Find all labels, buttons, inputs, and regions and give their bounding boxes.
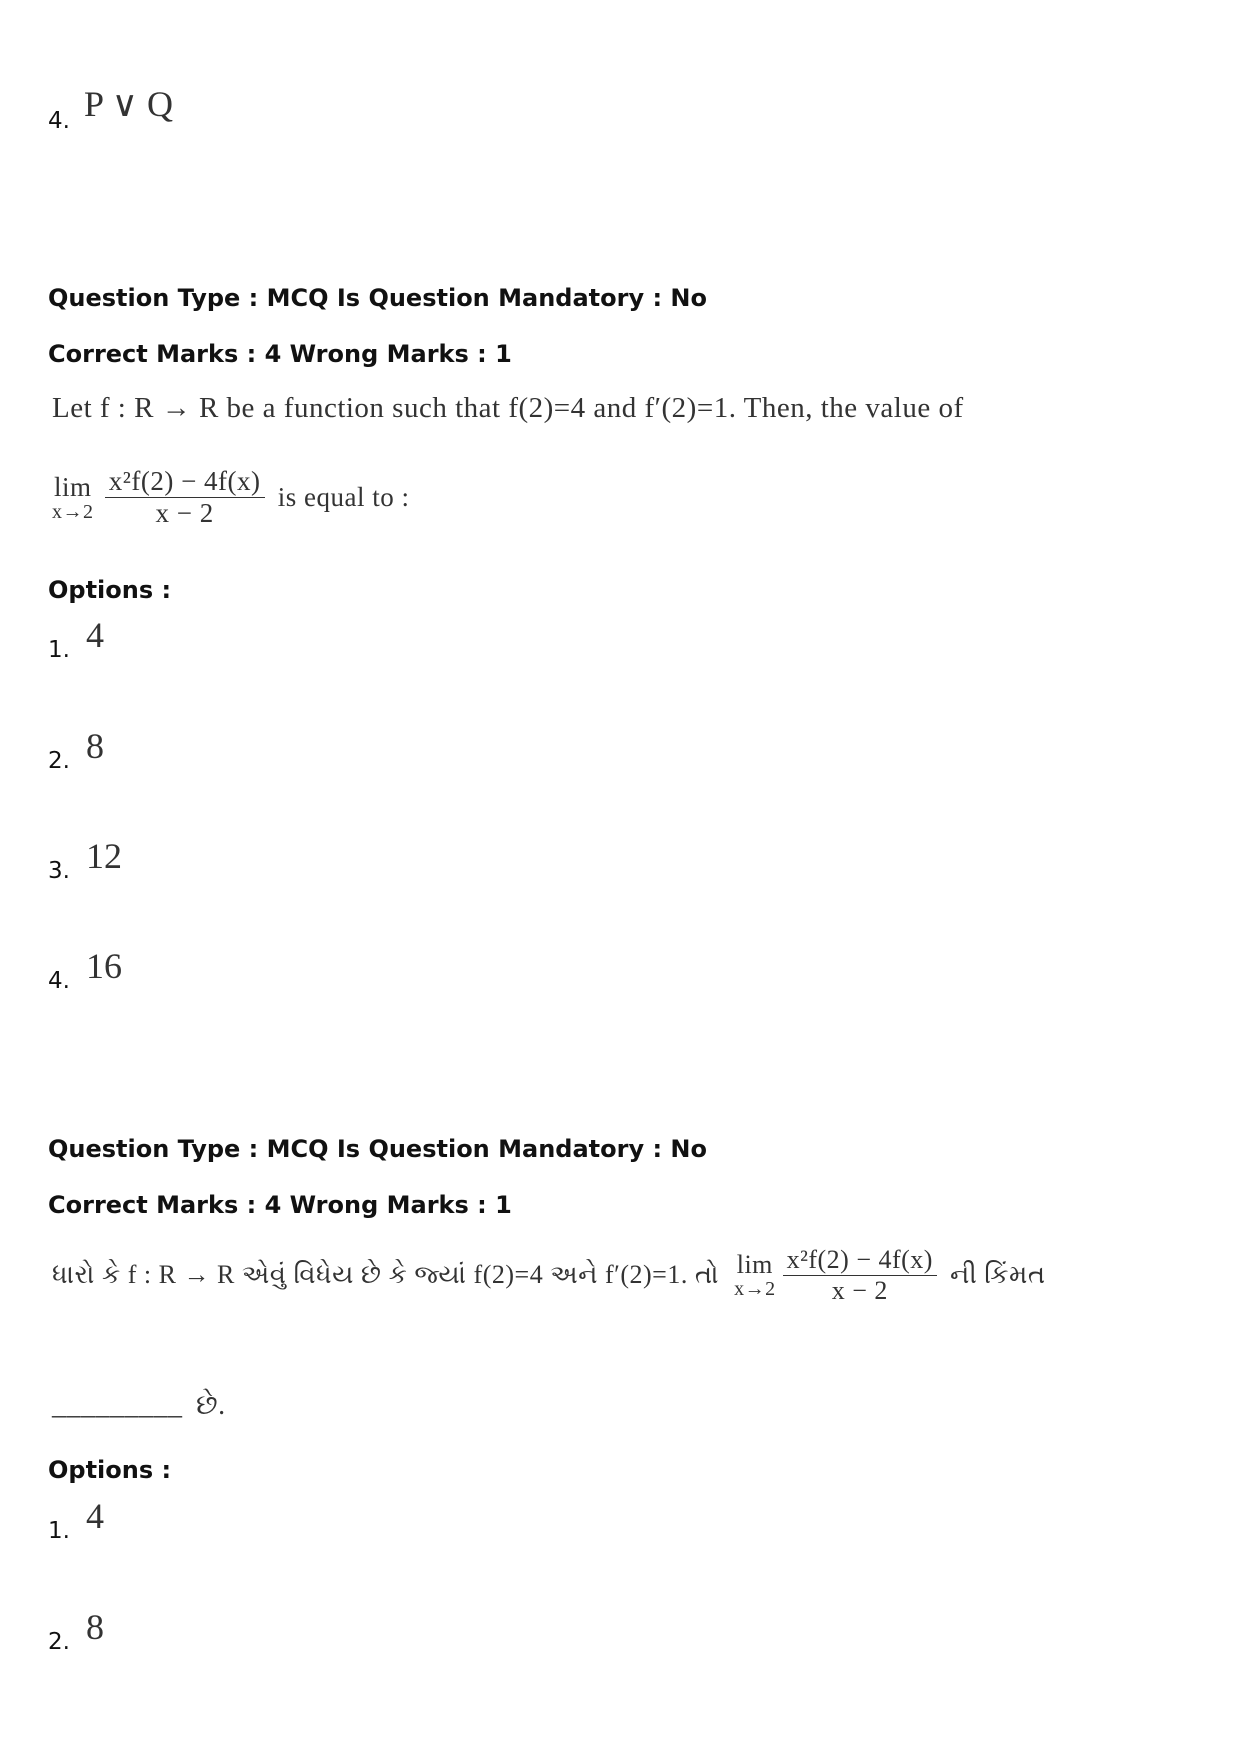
fraction-numerator: x²f(2) − 4f(x) bbox=[105, 466, 265, 498]
option-1 bbox=[48, 1496, 104, 1547]
fraction-numerator: x²f(2) − 4f(x) bbox=[783, 1245, 937, 1276]
limit-word: lim bbox=[736, 1250, 773, 1279]
question-stem-end bbox=[52, 1390, 226, 1422]
stem-end: છે. bbox=[196, 1390, 226, 1421]
option-number: 3. bbox=[48, 858, 70, 884]
options-label: Options : bbox=[48, 1456, 172, 1484]
option-number: 4. bbox=[48, 108, 70, 134]
answer-blank: _________ bbox=[52, 1390, 183, 1421]
stem-tail: is equal to : bbox=[277, 482, 410, 512]
option-value: 8 bbox=[85, 726, 104, 766]
fraction-denominator: x − 2 bbox=[831, 1276, 888, 1305]
question-type-header: Question Type : MCQ Is Question Mandatory : No bbox=[48, 1135, 707, 1163]
option-number: 2. bbox=[48, 1629, 70, 1655]
prev-option-4 bbox=[48, 84, 173, 137]
question-marks-header: Correct Marks : 4 Wrong Marks : 1 bbox=[48, 1191, 512, 1219]
fraction bbox=[783, 1245, 937, 1306]
option-1 bbox=[48, 615, 104, 666]
options-label: Options : bbox=[48, 576, 172, 604]
limit-operator bbox=[734, 1250, 776, 1301]
limit-word: lim bbox=[53, 471, 92, 502]
option-value: 4 bbox=[85, 615, 104, 655]
option-value: 16 bbox=[85, 946, 122, 986]
option-2 bbox=[48, 1607, 104, 1658]
option-3 bbox=[48, 836, 122, 887]
question-stem-line1: Let f : R → R be a function such that f(2)=4 and f′(2)=1. Then, the value of bbox=[52, 392, 964, 424]
option-value: P ∨ Q bbox=[83, 84, 173, 124]
option-number: 4. bbox=[48, 968, 70, 994]
fraction-denominator: x − 2 bbox=[155, 498, 214, 528]
fraction bbox=[105, 466, 265, 529]
option-4 bbox=[48, 946, 122, 997]
option-value: 4 bbox=[85, 1496, 104, 1536]
limit-subscript: x→2 bbox=[734, 1278, 776, 1300]
option-value: 12 bbox=[85, 836, 122, 876]
question-stem-gujarati bbox=[52, 1245, 1046, 1306]
option-number: 2. bbox=[48, 748, 70, 774]
question-marks-header: Correct Marks : 4 Wrong Marks : 1 bbox=[48, 340, 512, 368]
stem-suffix: ની કિંમત bbox=[949, 1260, 1046, 1289]
option-number: 1. bbox=[48, 1518, 70, 1544]
stem-prefix: ધારો કે f : R → R એવું વિધેય છે કે જ્યાં f(2)=4 અને f′(2)=1. તો bbox=[52, 1260, 720, 1289]
option-2 bbox=[48, 726, 104, 777]
limit-operator bbox=[52, 472, 94, 524]
limit-subscript: x→2 bbox=[52, 500, 94, 523]
option-value: 8 bbox=[85, 1607, 104, 1647]
question-type-header: Question Type : MCQ Is Question Mandatory : No bbox=[48, 284, 707, 312]
option-number: 1. bbox=[48, 637, 70, 663]
question-stem-formula bbox=[52, 466, 410, 529]
